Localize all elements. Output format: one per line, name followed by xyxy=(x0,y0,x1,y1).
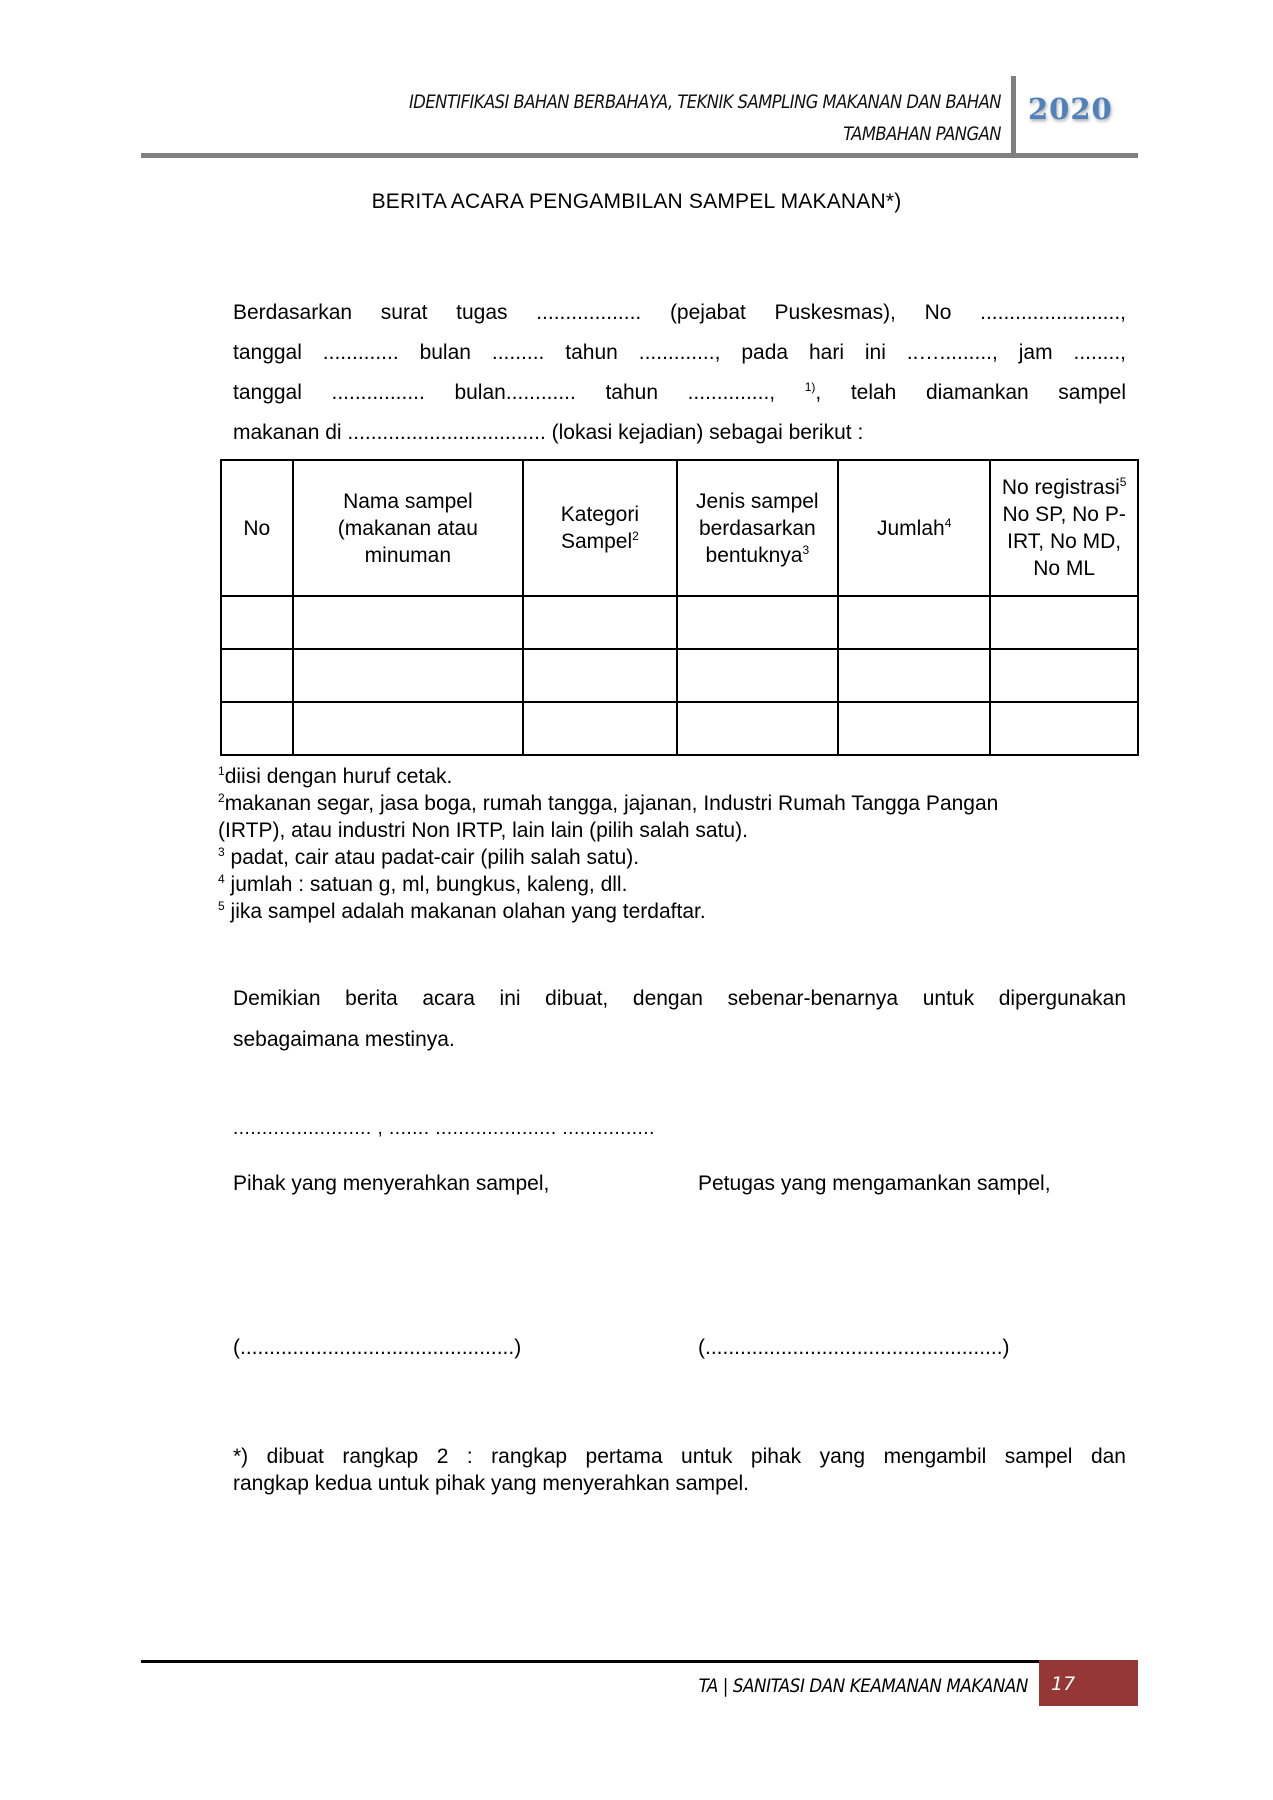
document-title: BERITA ACARA PENGAMBILAN SAMPEL MAKANAN*) xyxy=(371,190,902,213)
page-number: 17 xyxy=(1039,1660,1138,1706)
header-horizontal-rule xyxy=(141,153,1138,158)
closing-line-2: sebagaimana mestinya. xyxy=(233,1028,455,1051)
cell[interactable] xyxy=(990,702,1138,755)
cell[interactable] xyxy=(990,596,1138,649)
header-nama-sampel xyxy=(293,460,524,596)
cell[interactable] xyxy=(677,596,838,649)
footnote-ref-1: 1) xyxy=(804,380,816,394)
intro-line-3-tail: , telah diamankan sampel xyxy=(815,381,1126,404)
table-row xyxy=(221,702,1138,755)
copies-footnote xyxy=(233,1443,1126,1497)
place-date-line: ........................ , ....... ..................... ................ xyxy=(233,1118,655,1139)
note-5-text: jika sampel adalah makanan olahan yang terdaftar. xyxy=(224,900,706,923)
sample-table xyxy=(220,459,1139,756)
intro-line-2: tanggal ............. bulan ......... tahun ............., pada hari ini ..…........., jam ........, xyxy=(233,341,1126,364)
note-3-text: padat, cair atau padat-cair (pilih salah satu). xyxy=(224,846,640,869)
note-2-marker: 2 xyxy=(218,791,225,805)
intro-paragraph xyxy=(233,293,1126,453)
intro-line-1: Berdasarkan surat tugas .................. (pejabat Puskesmas), No ........................, xyxy=(233,301,1126,324)
header-line-2: TAMBAHAN PANGAN xyxy=(843,123,1001,145)
note-3 xyxy=(218,844,1138,871)
intro-line-3 xyxy=(233,373,1126,413)
note-1-text: diisi dengan huruf cetak. xyxy=(224,765,453,788)
cell[interactable] xyxy=(221,702,293,755)
header-no xyxy=(221,460,293,596)
closing-line-1: Demikian berita acara ini dibuat, dengan sebenar-benarnya untuk dipergunakan xyxy=(233,987,1126,1010)
note-1-marker: 1 xyxy=(218,764,225,778)
intro-line-4: makanan di .................................. (lokasi kejadian) sebagai berikut : xyxy=(233,421,864,444)
running-header xyxy=(227,86,1001,150)
note-5-marker: 5 xyxy=(218,899,225,913)
note-4 xyxy=(218,871,1138,898)
note-2-cont-text: (IRTP), atau industri Non IRTP, lain lain (pilih salah satu). xyxy=(218,819,748,842)
header-registrasi xyxy=(990,460,1138,596)
header-line-1: IDENTIFIKASI BAHAN BERBAHAYA, TEKNIK SAMPLING MAKANAN DAN BAHAN xyxy=(408,91,1002,113)
cell[interactable] xyxy=(221,596,293,649)
cell[interactable] xyxy=(293,702,524,755)
footer-text: TA | SANITASI DAN KEAMANAN MAKANAN xyxy=(698,1675,1028,1697)
header-jumlah-sup: 4 xyxy=(944,515,952,530)
cell[interactable] xyxy=(838,649,990,702)
signature-blank-right: (...................................................) xyxy=(698,1336,1010,1359)
cell[interactable] xyxy=(221,649,293,702)
closing-paragraph xyxy=(233,978,1126,1060)
table-row xyxy=(221,596,1138,649)
copies-footnote-line-2: rangkap kedua untuk pihak yang menyerahkan sampel. xyxy=(233,1472,749,1495)
signature-blank-left: (...............................................) xyxy=(233,1336,522,1359)
note-1 xyxy=(218,763,1138,790)
header-nama-sampel-label: Nama sampel (makanan atau minuman xyxy=(337,489,478,567)
note-4-marker: 4 xyxy=(218,872,225,886)
header-jenis xyxy=(677,460,838,596)
note-2 xyxy=(218,790,1138,817)
cell[interactable] xyxy=(838,702,990,755)
header-registrasi-detail: No SP, No P-IRT, No MD, No ML xyxy=(1002,503,1126,580)
table-header-row xyxy=(221,460,1138,596)
intro-line-3-text: tanggal ................ bulan............ tahun .............., xyxy=(233,381,805,404)
cell[interactable] xyxy=(293,596,524,649)
header-jumlah-label: Jumlah xyxy=(876,516,945,540)
cell[interactable] xyxy=(838,596,990,649)
note-2-text: makanan segar, jasa boga, rumah tangga, jajanan, Industri Rumah Tangga Pangan xyxy=(224,792,999,815)
cell[interactable] xyxy=(293,649,524,702)
copies-footnote-line-1: *) dibuat rangkap 2 : rangkap pertama untuk pihak yang mengambil sampel dan xyxy=(233,1445,1126,1468)
header-no-label: No xyxy=(243,516,271,540)
cell[interactable] xyxy=(523,596,676,649)
header-vertical-rule xyxy=(1011,76,1016,156)
cell[interactable] xyxy=(677,649,838,702)
table-notes xyxy=(218,763,1138,925)
signature-label-left: Pihak yang menyerahkan sampel, xyxy=(233,1172,550,1195)
header-kategori-label: Kategori Sampel xyxy=(560,503,639,553)
header-jenis-sup: 3 xyxy=(802,542,810,557)
header-kategori xyxy=(523,460,676,596)
header-kategori-sup: 2 xyxy=(632,529,639,543)
header-year: 2020 xyxy=(1028,92,1113,126)
table-row xyxy=(221,649,1138,702)
footer-rule xyxy=(141,1660,1138,1663)
header-registrasi-label: No registrasi xyxy=(1001,476,1120,499)
signature-label-right: Petugas yang mengamankan sampel, xyxy=(698,1172,1051,1195)
header-jenis-label: Jenis sampel berdasarkan bentuknya xyxy=(696,489,819,567)
cell[interactable] xyxy=(677,702,838,755)
cell[interactable] xyxy=(990,649,1138,702)
cell[interactable] xyxy=(523,649,676,702)
cell[interactable] xyxy=(523,702,676,755)
header-jumlah xyxy=(838,460,990,596)
note-2-cont xyxy=(218,817,1138,844)
note-5 xyxy=(218,898,1138,925)
note-3-marker: 3 xyxy=(218,845,225,859)
note-4-text: jumlah : satuan g, ml, bungkus, kaleng, dll. xyxy=(224,873,628,896)
header-registrasi-sup: 5 xyxy=(1119,475,1127,489)
